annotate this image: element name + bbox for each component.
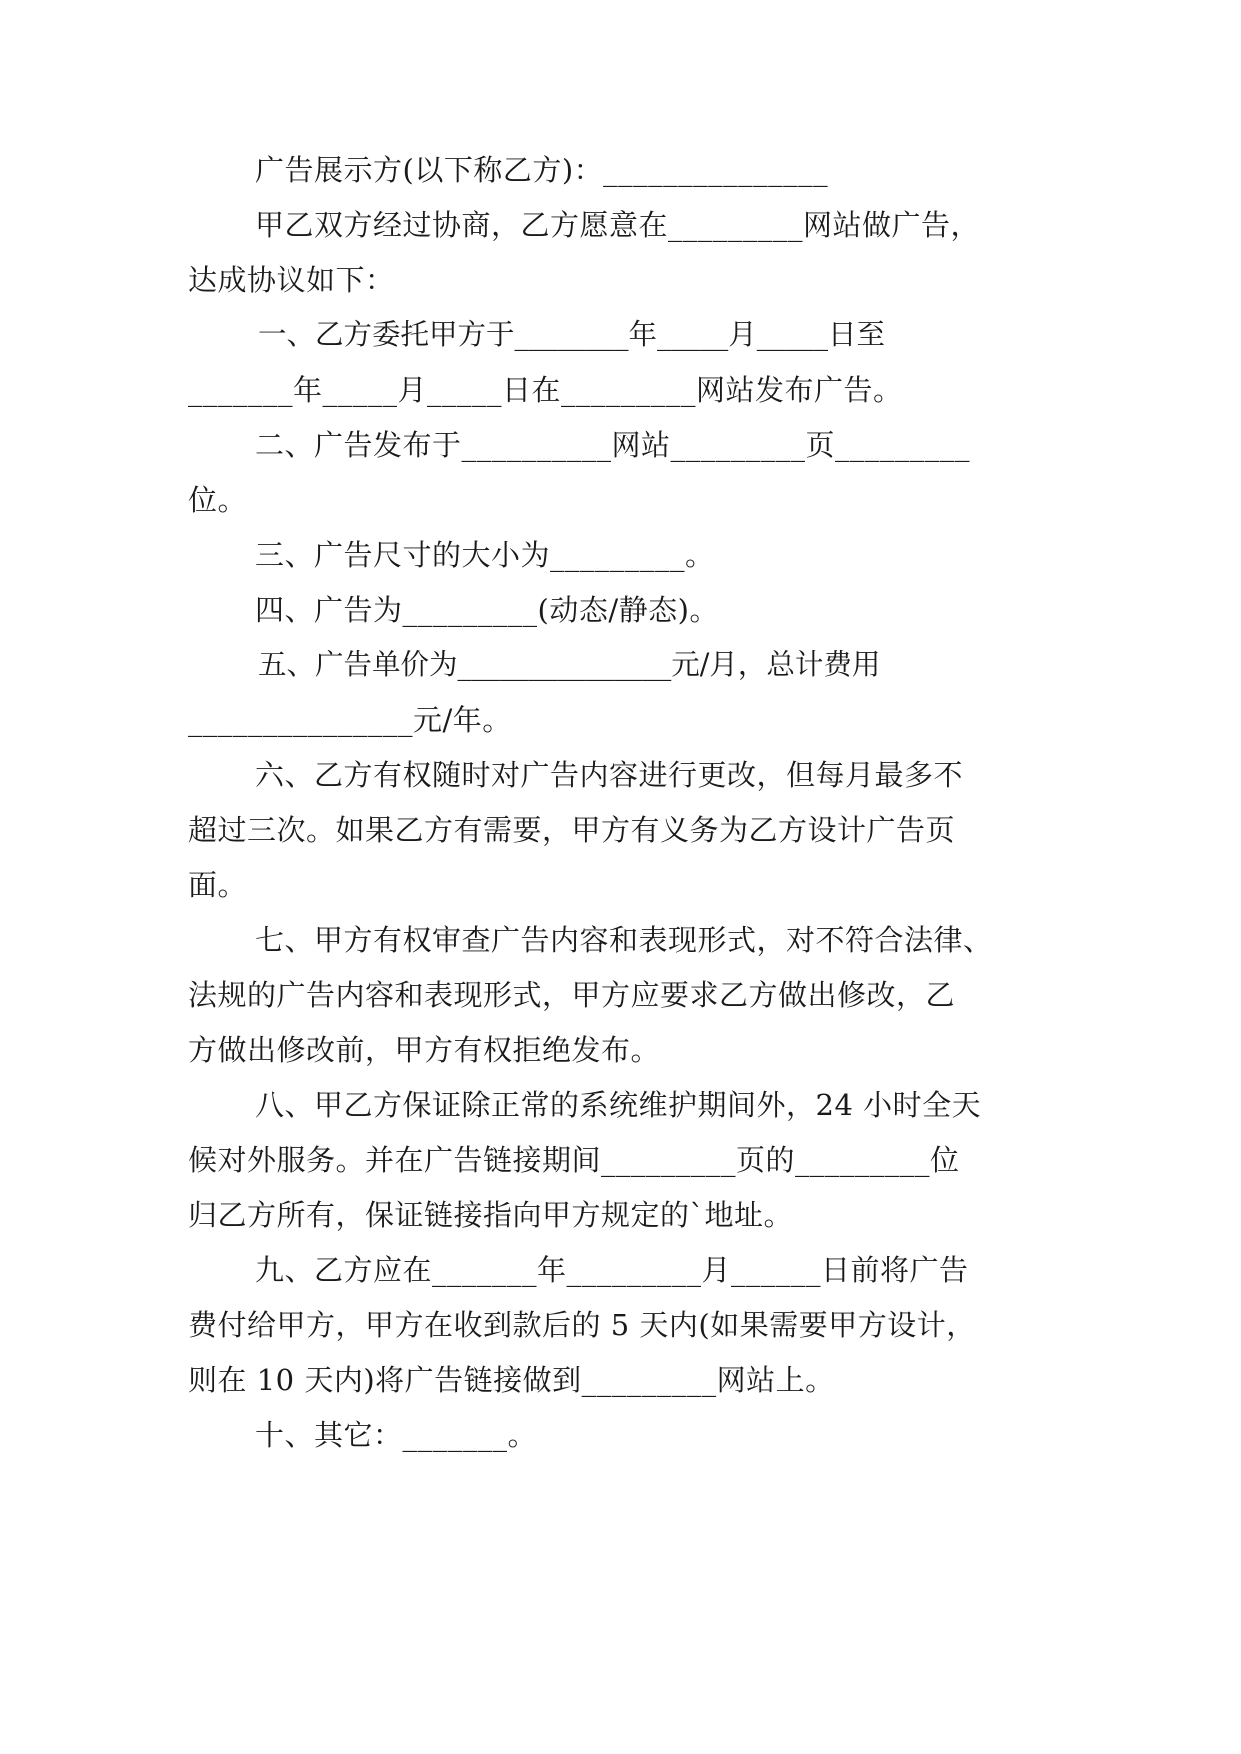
- clause-2-line-2: 位。: [188, 483, 248, 517]
- clause-9-line-2: 费付给甲方，甲方在收到款后的 5 天内(如果需要甲方设计，: [188, 1308, 976, 1342]
- clause-7-line-2: 法规的广告内容和表现形式，甲方应要求乙方做出修改，乙: [188, 978, 956, 1012]
- clause-9-line-3: 则在 10 天内)将广告链接做到_________网站上。: [188, 1363, 835, 1397]
- paragraph-intro-line-2: 达成协议如下：: [188, 263, 395, 297]
- clause-7-line-1: 七、甲方有权审查广告内容和表现形式，对不符合法律、: [255, 923, 993, 957]
- party-b-line: 广告展示方(以下称乙方)：_______________: [255, 153, 829, 187]
- clause-1-line-2: _______年_____月_____日在_________网站发布广告。: [188, 373, 903, 407]
- clause-6-line-3: 面。: [188, 868, 248, 902]
- clause-10-line: 十、其它：_______。: [255, 1418, 538, 1452]
- clause-5-line-2: _______________元/年。: [188, 703, 512, 737]
- clause-9-line-1: 九、乙方应在_______年_________月______日前将广告: [255, 1253, 969, 1287]
- clause-8-line-1: 八、甲乙方保证除正常的系统维护期间外，24 小时全天: [255, 1088, 982, 1122]
- clause-2-line-1: 二、广告发布于__________网站_________页_________: [255, 428, 971, 462]
- clause-5-line-1: 五、广告单价为_______________元/月，总计费用: [258, 648, 881, 681]
- paragraph-intro-line-1: 甲乙双方经过协商，乙方愿意在_________网站做广告，: [255, 208, 981, 242]
- clause-6-line-2: 超过三次。如果乙方有需要，甲方有义务为乙方设计广告页: [188, 813, 956, 847]
- clause-4-line: 四、广告为_________(动态/静态)。: [255, 593, 719, 627]
- clause-1-line-1: 一、乙方委托甲方于________年_____月_____日至: [258, 318, 886, 351]
- clause-8-line-3: 归乙方所有，保证链接指向甲方规定的`地址。: [188, 1198, 794, 1232]
- clause-8-line-2: 候对外服务。并在广告链接期间_________页的_________位: [188, 1143, 960, 1177]
- clause-7-line-3: 方做出修改前，甲方有权拒绝发布。: [188, 1033, 661, 1067]
- clause-6-line-1: 六、乙方有权随时对广告内容进行更改，但每月最多不: [255, 758, 964, 792]
- clause-3-line: 三、广告尺寸的大小为_________。: [255, 538, 715, 572]
